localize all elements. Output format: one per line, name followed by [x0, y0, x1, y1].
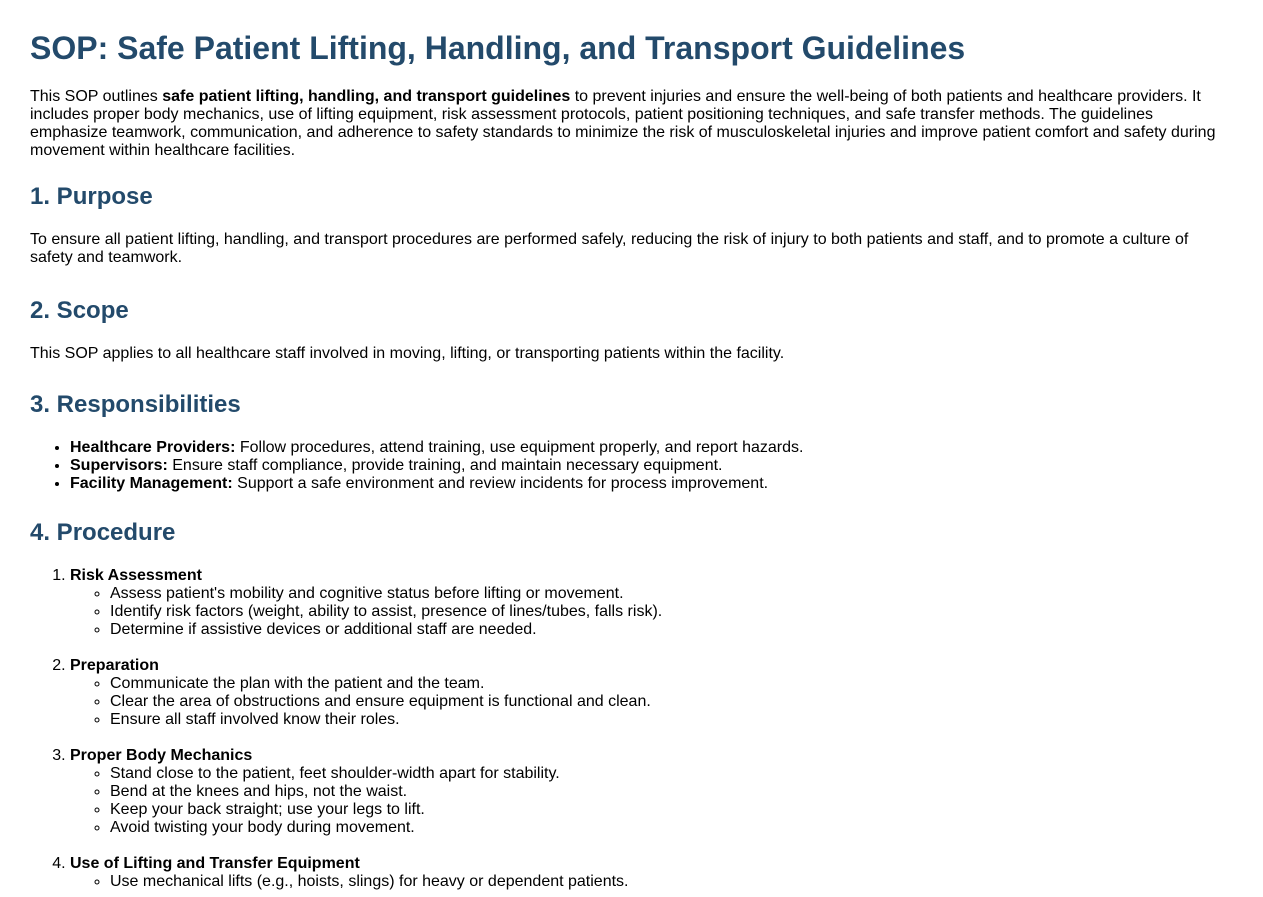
- responsibility-item: [70, 475, 1233, 493]
- procedure-substeps: [70, 873, 1233, 891]
- procedure-step: [70, 657, 1233, 729]
- procedure-substep: ◦ Avoid twisting your body during movement.: [110, 819, 1233, 837]
- page-title: SOP: Safe Patient Lifting, Handling, and Transport Guidelines: [30, 30, 966, 66]
- intro-prefix: This SOP outlines: [30, 88, 163, 105]
- procedure-step: [70, 747, 1233, 837]
- responsibilities-heading: 3. Responsibilities: [30, 391, 241, 418]
- procedure-step-title: Risk Assessment: [70, 567, 202, 584]
- procedure-substep: ◦ Identify risk factors (weight, ability to assist, presence of lines/tubes, falls risk).: [110, 603, 1233, 621]
- procedure-step-title: Preparation: [70, 657, 159, 674]
- responsibility-role: Facility Management:: [70, 475, 233, 492]
- procedure-substep: ◦ Assess patient's mobility and cognitive status before lifting or movement.: [110, 585, 1233, 603]
- procedure-substep: ◦ Ensure all staff involved know their roles.: [110, 711, 1233, 729]
- responsibilities-list: [30, 439, 1233, 493]
- procedure-substep: ◦ Stand close to the patient, feet shoulder-width apart for stability.: [110, 765, 1233, 783]
- responsibility-item: [70, 439, 1233, 457]
- responsibility-role: Healthcare Providers:: [70, 439, 236, 456]
- procedure-substep: ◦ Determine if assistive devices or additional staff are needed.: [110, 621, 1233, 639]
- intro-paragraph: [30, 88, 1233, 160]
- scope-text: This SOP applies to all healthcare staff involved in moving, lifting, or transporting patients within the facility.: [30, 345, 785, 362]
- responsibility-item: [70, 457, 1233, 475]
- responsibility-role: Supervisors:: [70, 457, 168, 474]
- procedure-substeps: [70, 675, 1233, 729]
- procedure-substep: ◦ Keep your back straight; use your legs to lift.: [110, 801, 1233, 819]
- procedure-substep: ◦ Bend at the knees and hips, not the waist.: [110, 783, 1233, 801]
- purpose-text: To ensure all patient lifting, handling, and transport procedures are performed safely, reducing the risk of injury to both patients and staff, and to promote a culture of safety and teamwork.: [30, 231, 1189, 266]
- responsibility-text: Support a safe environment and review incidents for process improvement.: [232, 475, 769, 492]
- procedure-list: [30, 567, 1233, 891]
- document-page: [0, 30, 1263, 891]
- intro-bold: safe patient lifting, handling, and transport guidelines: [162, 88, 571, 105]
- procedure-step: [70, 567, 1233, 639]
- procedure-substep: ◦ Clear the area of obstructions and ensure equipment is functional and clean.: [110, 693, 1233, 711]
- procedure-substep: ◦ Communicate the plan with the patient and the team.: [110, 675, 1233, 693]
- scope-heading: 2. Scope: [30, 297, 129, 324]
- purpose-heading: 1. Purpose: [30, 183, 153, 210]
- procedure-heading: 4. Procedure: [30, 519, 176, 546]
- procedure-step-title: Proper Body Mechanics: [70, 747, 253, 764]
- responsibility-text: Ensure staff compliance, provide training, and maintain necessary equipment.: [167, 457, 723, 474]
- procedure-step: [70, 855, 1233, 891]
- procedure-step-title: Use of Lifting and Transfer Equipment: [70, 855, 360, 872]
- responsibility-text: Follow procedures, attend training, use equipment properly, and report hazards.: [235, 439, 804, 456]
- procedure-substeps: [70, 765, 1233, 837]
- intro-suffix: to prevent injuries and ensure the well-being of both patients and healthcare providers. It includes proper body mechanics, use of lifting equipment, risk assessment protocols, patient positioning techniques, and safe transfer methods. The guidelines emphasize teamwork, communication, and adherence to safety standards to minimize the risk of musculoskeletal injuries and improve patient comfort and safety during movement within healthcare facilities.: [30, 88, 1216, 159]
- procedure-substeps: [70, 585, 1233, 639]
- procedure-substep: ◦ Use mechanical lifts (e.g., hoists, slings) for heavy or dependent patients.: [110, 873, 1233, 891]
